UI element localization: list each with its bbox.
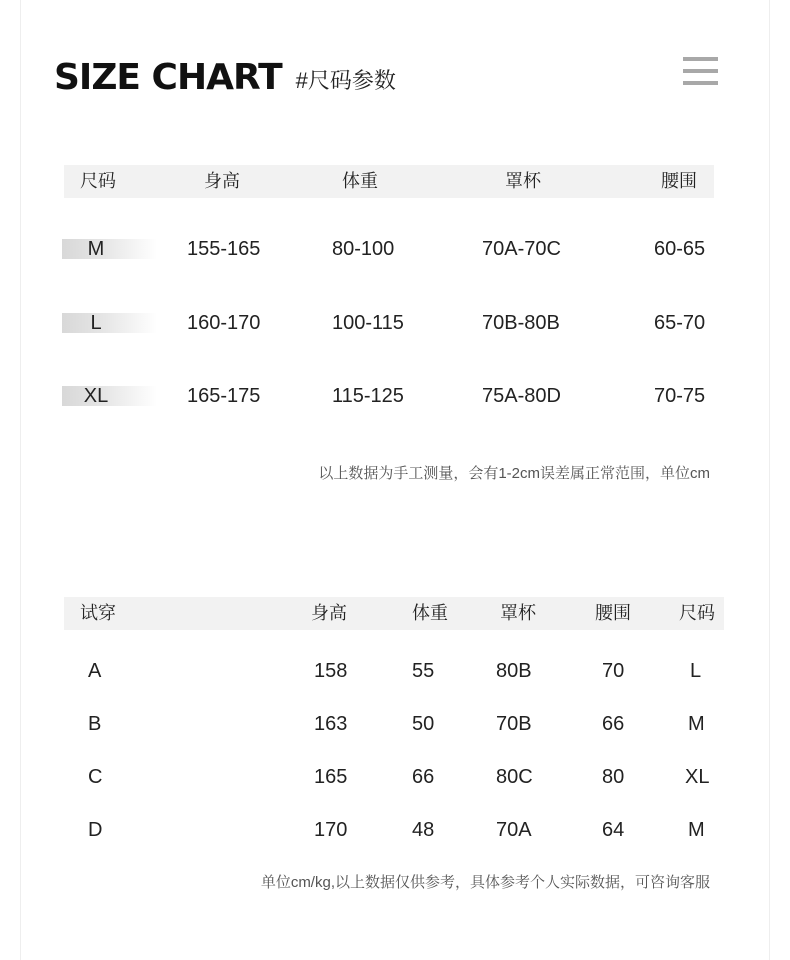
- size-label: M: [87, 238, 105, 260]
- table-row: [0, 381, 790, 411]
- title-sub: #尺码参数: [295, 68, 396, 93]
- cell-waist: 66: [602, 713, 625, 735]
- cell-height: 158: [314, 660, 348, 682]
- cell-cup: 80C: [496, 766, 533, 788]
- cell-weight: 100-115: [332, 312, 404, 334]
- hamburger-menu-icon[interactable]: [683, 55, 718, 87]
- header-waist: 腰围: [595, 603, 631, 623]
- header-waist: 腰围: [661, 171, 697, 191]
- size-table-header: [64, 165, 714, 198]
- cell-weight: 80-100: [332, 238, 395, 260]
- header-size: 尺码: [679, 603, 715, 623]
- cell-waist: 64: [602, 819, 625, 841]
- header-height: 身高: [311, 603, 347, 623]
- menu-bar: [683, 57, 718, 61]
- cell-model: B: [88, 713, 102, 735]
- menu-bar: [683, 81, 718, 85]
- cell-height: 170: [314, 819, 348, 841]
- cell-weight: 48: [412, 819, 435, 841]
- tryon-table-header: [64, 597, 724, 630]
- cell-waist: 65-70: [654, 312, 706, 334]
- table-row: [0, 709, 790, 739]
- cell-weight: 50: [412, 713, 435, 735]
- cell-weight: 66: [412, 766, 435, 788]
- cell-waist: 70: [602, 660, 625, 682]
- cell-height: 165: [314, 766, 348, 788]
- cell-cup: 80B: [496, 660, 532, 682]
- table-row: [0, 762, 790, 792]
- cell-height: 165-175: [187, 385, 261, 407]
- cell-waist: 60-65: [654, 238, 706, 260]
- size-table-note: 以上数据为手工测量，会有1-2cm误差属正常范围，单位cm: [318, 465, 710, 482]
- cell-size: L: [690, 660, 702, 682]
- cell-cup: 70B: [496, 713, 532, 735]
- cell-model: A: [88, 660, 102, 682]
- cell-waist: 80: [602, 766, 625, 788]
- header-height: 身高: [204, 171, 240, 191]
- cell-weight: 115-125: [332, 385, 404, 407]
- table-row: [0, 815, 790, 845]
- size-label: XL: [83, 385, 109, 407]
- header-weight: 体重: [412, 603, 448, 623]
- cell-model: D: [88, 819, 103, 841]
- cell-waist: 70-75: [654, 385, 706, 407]
- header-cup: 罩杯: [500, 603, 536, 623]
- table-row: [0, 656, 790, 686]
- cell-weight: 55: [412, 660, 435, 682]
- cell-cup: 70A-70C: [482, 238, 561, 260]
- header-cup: 罩杯: [505, 171, 541, 191]
- cell-height: 155-165: [187, 238, 261, 260]
- header-model: 试穿: [80, 603, 116, 623]
- cell-cup: 70B-80B: [482, 312, 560, 334]
- page-title: [54, 50, 396, 98]
- tryon-table-note: 单位cm/kg,以上数据仅供参考，具体参考个人实际数据，可咨询客服: [260, 874, 710, 891]
- cell-size: XL: [685, 766, 710, 788]
- table-row: [0, 234, 790, 264]
- cell-size: M: [688, 713, 705, 735]
- cell-cup: 70A: [496, 819, 532, 841]
- title-main: SIZE CHART: [54, 57, 282, 98]
- header-size: 尺码: [80, 171, 116, 191]
- cell-size: M: [688, 819, 705, 841]
- table-row: [0, 308, 790, 338]
- size-label: L: [90, 312, 102, 334]
- header-weight: 体重: [342, 171, 378, 191]
- cell-height: 160-170: [187, 312, 261, 334]
- menu-bar: [683, 69, 718, 73]
- cell-model: C: [88, 766, 103, 788]
- cell-height: 163: [314, 713, 348, 735]
- cell-cup: 75A-80D: [482, 385, 561, 407]
